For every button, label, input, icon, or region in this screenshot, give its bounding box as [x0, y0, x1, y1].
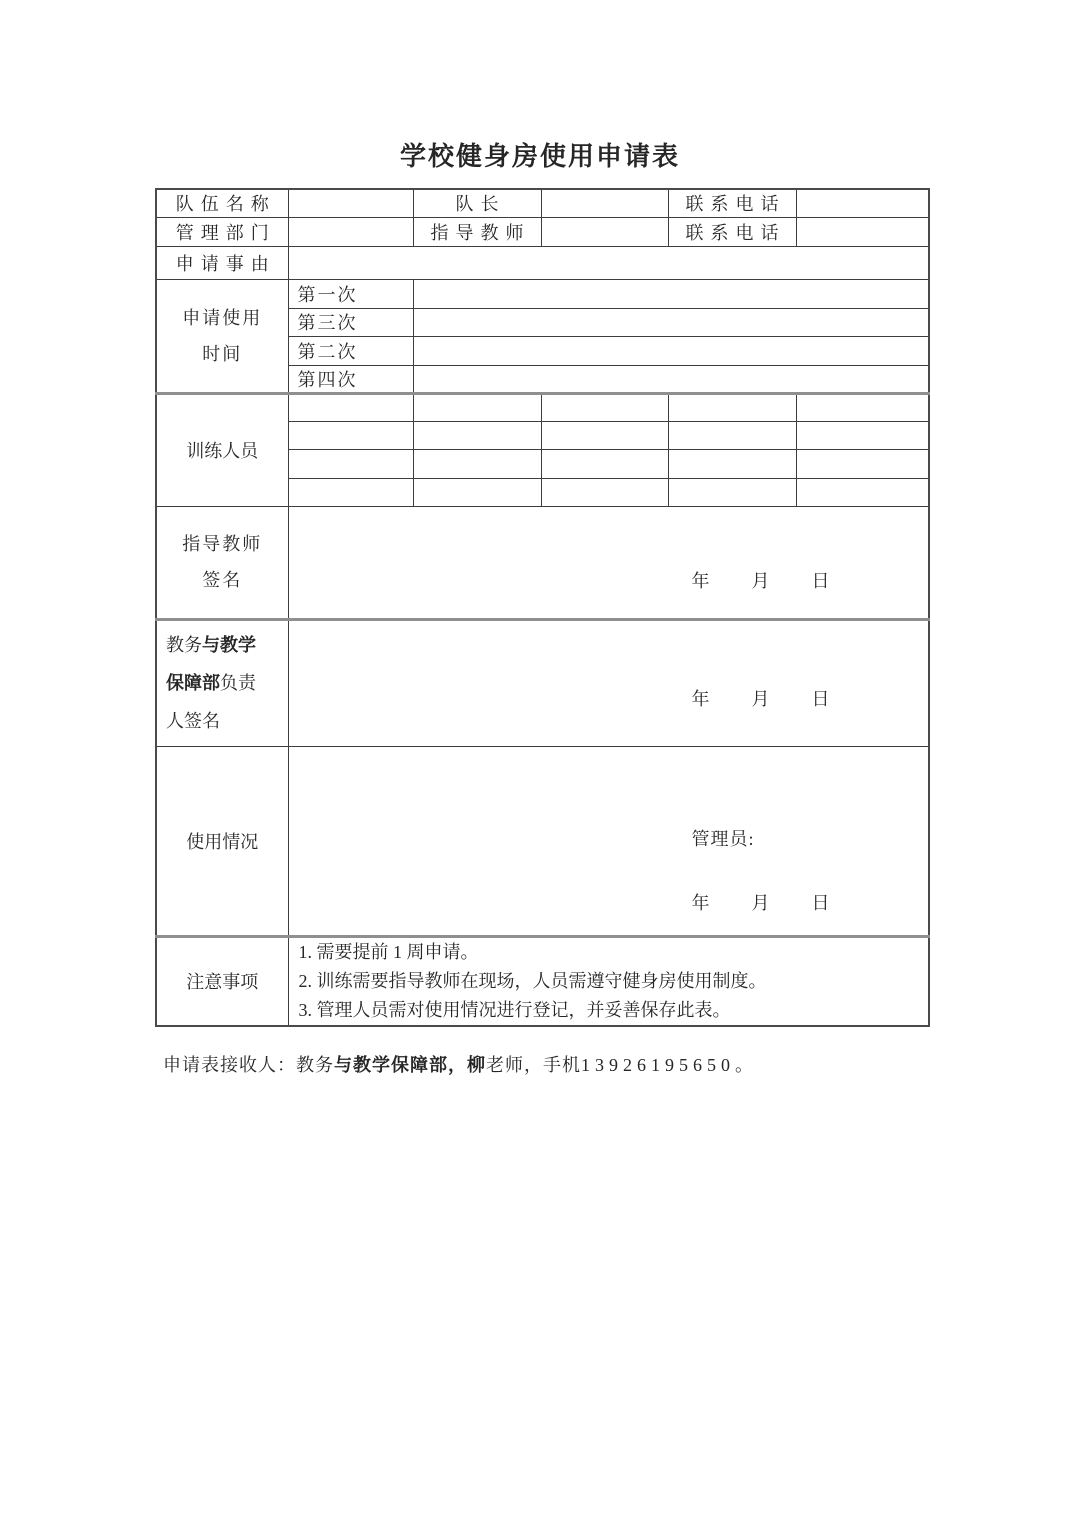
table-row — [156, 393, 929, 421]
note-item-1: 1. 需要提前 1 周申请。 — [298, 941, 479, 962]
trainer-name-cell — [413, 421, 541, 449]
field-label-instructor-signature — [156, 506, 288, 619]
instructor-signature-label-line1: 指导教师 — [182, 534, 263, 554]
table-row — [156, 189, 929, 217]
year-label: 年 — [691, 570, 711, 591]
note-item-2: 2. 训练需要指导教师在现场，人员需遵守健身房使用制度。 — [298, 970, 767, 991]
dept-label-bold-2: 保障部 — [166, 673, 220, 693]
field-label-trainers: 训练人员 — [156, 393, 288, 506]
trainer-name-cell — [796, 421, 929, 449]
input-cell-contact-phone-2 — [796, 217, 929, 246]
input-cell-contact-phone-1 — [796, 189, 929, 217]
dept-label-regular-1: 教务 — [166, 635, 202, 655]
trainer-name-cell — [288, 421, 413, 449]
day-label: 日 — [811, 892, 831, 913]
application-form-table — [155, 188, 930, 1027]
time-slot-label-4: 第四次 — [288, 365, 413, 393]
footer-office-regular: 教务 — [296, 1055, 334, 1075]
table-row — [156, 279, 929, 308]
table-row — [156, 217, 929, 246]
field-label-managing-dept: 管理部门 — [156, 217, 288, 246]
field-label-usage-time — [156, 279, 288, 393]
table-row — [156, 246, 929, 279]
trainer-name-cell — [288, 478, 413, 506]
input-cell-team-name — [288, 189, 413, 217]
year-label: 年 — [691, 892, 711, 913]
field-label-usage-status: 使用情况 — [156, 746, 288, 936]
instructor-signature-label-line2: 签名 — [202, 570, 243, 590]
date-line — [289, 507, 929, 593]
day-label: 日 — [811, 688, 831, 709]
note-item-3: 3. 管理人员需对使用情况进行登记，并妥善保存此表。 — [298, 999, 731, 1020]
footer-middle: 老师，手机 — [486, 1055, 581, 1075]
field-label-instructor: 指导教师 — [413, 217, 541, 246]
month-label: 月 — [751, 688, 771, 709]
trainer-name-cell — [541, 393, 668, 421]
trainer-name-cell — [541, 449, 668, 478]
dept-signature-label-line2 — [166, 664, 288, 702]
trainer-name-cell — [668, 393, 796, 421]
dept-signature-area — [288, 619, 929, 746]
form-title: 学校健身房使用申请表 — [399, 142, 680, 171]
field-label-team-name: 队伍名称 — [156, 189, 288, 217]
footer-prefix: 申请表接收人： — [163, 1055, 296, 1075]
footer-phone-number: 13926195650 — [581, 1055, 735, 1075]
trainer-name-cell — [796, 478, 929, 506]
trainer-name-cell — [413, 478, 541, 506]
field-label-contact-phone-1: 联系电话 — [668, 189, 796, 217]
trainer-name-cell — [796, 449, 929, 478]
dept-signature-label-line1 — [166, 626, 288, 664]
trainer-name-cell — [541, 421, 668, 449]
table-row — [156, 936, 929, 1026]
trainer-name-cell — [541, 478, 668, 506]
month-label: 月 — [751, 570, 771, 591]
input-cell-time-slot-1 — [413, 279, 929, 308]
trainer-name-cell — [796, 393, 929, 421]
form-receiver-note — [163, 1051, 754, 1077]
usage-status-area — [288, 746, 929, 936]
input-cell-captain — [541, 189, 668, 217]
day-label: 日 — [811, 570, 831, 591]
dept-label-bold-1: 与教学 — [202, 635, 256, 655]
month-label: 月 — [751, 892, 771, 913]
field-label-captain: 队长 — [413, 189, 541, 217]
trainer-name-cell — [413, 449, 541, 478]
time-slot-label-1: 第一次 — [288, 279, 413, 308]
usage-time-label-line1: 申请使用 — [182, 307, 263, 328]
footer-suffix: 。 — [735, 1055, 754, 1075]
field-label-application-reason: 申请事由 — [156, 246, 288, 279]
trainer-name-cell — [288, 393, 413, 421]
usage-time-label-line2: 时间 — [202, 343, 243, 364]
year-label: 年 — [691, 688, 711, 709]
field-label-contact-phone-2: 联系电话 — [668, 217, 796, 246]
trainer-name-cell — [413, 393, 541, 421]
date-line — [289, 889, 929, 915]
trainer-name-cell — [668, 449, 796, 478]
table-row — [156, 746, 929, 936]
date-line — [289, 621, 929, 711]
instructor-signature-area — [288, 506, 929, 619]
trainer-name-cell — [668, 478, 796, 506]
trainer-name-cell — [288, 449, 413, 478]
table-row — [156, 619, 929, 746]
field-label-dept-signature — [156, 619, 288, 746]
notes-content — [288, 936, 929, 1026]
input-cell-application-reason — [288, 246, 929, 279]
time-slot-label-2: 第二次 — [288, 336, 413, 365]
input-cell-managing-dept — [288, 217, 413, 246]
input-cell-instructor — [541, 217, 668, 246]
input-cell-time-slot-4 — [413, 365, 929, 393]
time-slot-label-3: 第三次 — [288, 308, 413, 336]
administrator-label: 管理员: — [691, 828, 755, 849]
footer-office-bold: 与教学保障部，柳 — [334, 1055, 486, 1075]
dept-signature-label-line3: 人签名 — [166, 711, 220, 731]
input-cell-time-slot-2 — [413, 336, 929, 365]
table-row — [156, 506, 929, 619]
dept-label-regular-2: 负责 — [220, 673, 256, 693]
field-label-notes: 注意事项 — [156, 936, 288, 1026]
input-cell-time-slot-3 — [413, 308, 929, 336]
trainer-name-cell — [668, 421, 796, 449]
